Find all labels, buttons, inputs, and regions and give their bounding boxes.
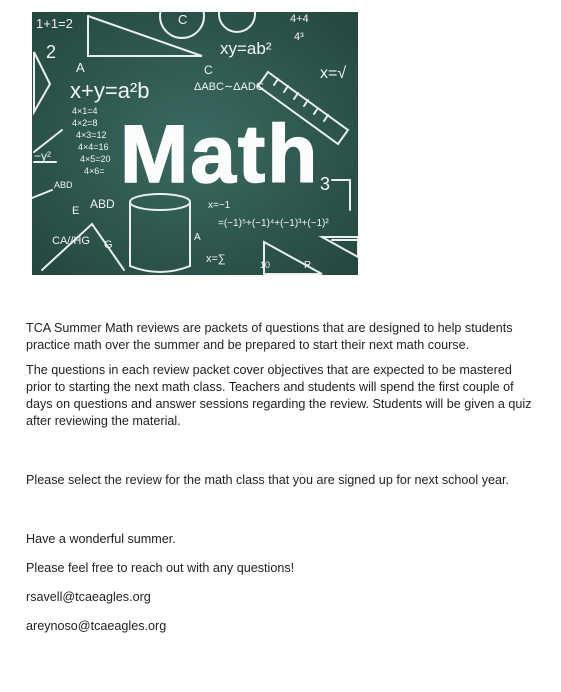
email-link-rsavell[interactable]: rsavell@tcaeagles.org [26,590,151,604]
chalk-g: G [104,239,113,251]
chalk-x-plus-y: x+y=a²b [70,78,150,103]
email-contact-2 [26,618,536,635]
chalk-ten: 10 [260,260,271,270]
chalk-x-sum: x=∑ [206,253,226,265]
chalk-abd: ABD [90,197,115,211]
chalk-a-small: A [194,232,201,243]
chalk-times-5: 4×5=20 [80,154,111,164]
chalk-times-4: 4×4=16 [78,142,109,152]
detail-paragraph: The questions in each review packet cover objectives that are expected to be mastered prior to starting the next math class. Teachers and students will spend the first couple of days on questions and answer sessions regarding the review. Students will be given a quiz after reviewing the material. [26,363,532,428]
chalk-y2: −y² [34,149,52,163]
chalkboard-illustration [32,12,358,275]
reach-out-text: Please feel free to reach out with any questions! [26,561,295,575]
chalk-c2: C [204,63,213,77]
email-contact-1 [26,589,536,606]
chalk-one-plus: 1+1=2 [36,16,73,31]
chalk-r: R [304,260,312,271]
chalk-ca: CA//HG [52,235,90,247]
goodbye-text: Have a wonderful summer. [26,532,176,546]
chalk-times-2: 4×2=8 [72,118,98,128]
math-title-word: Math [120,109,320,200]
chalk-x-minus: x=−1 [208,200,231,211]
chalk-x-eq: x=√ [320,65,347,82]
chalk-times-6: 4×6= [84,166,105,176]
select-instruction: Please select the review for the math class that you are signed up for next school year. [26,473,510,487]
page-content [26,320,536,635]
chalk-c: C [178,12,188,27]
email-link-areynoso[interactable]: areynoso@tcaeagles.org [26,619,167,633]
chalk-fraction: 4+4 [290,13,309,25]
chalk-series: =(−1)⁵+(−1)⁴+(−1)³+(−1)² [218,218,329,229]
intro-paragraph: TCA Summer Math reviews are packets of questions that are designed to help students practice math over the summer and be prepared to start their next math course. [26,321,513,352]
hero-math-image [32,12,358,275]
chalk-fraction-den: 4³ [294,31,304,43]
chalk-times-1: 4×1=4 [72,106,98,116]
chalk-times-3: 4×3=12 [76,130,107,140]
chalk-abd-small: ABD [54,180,73,190]
chalk-e: E [72,205,80,217]
chalk-a: A [76,60,85,75]
chalk-xy: xy=ab² [220,39,272,58]
chalk-three: 3 [320,174,331,194]
chalk-triangle-rel: ΔABC∼ΔADC [194,81,264,93]
chalk-two: 2 [46,42,57,62]
